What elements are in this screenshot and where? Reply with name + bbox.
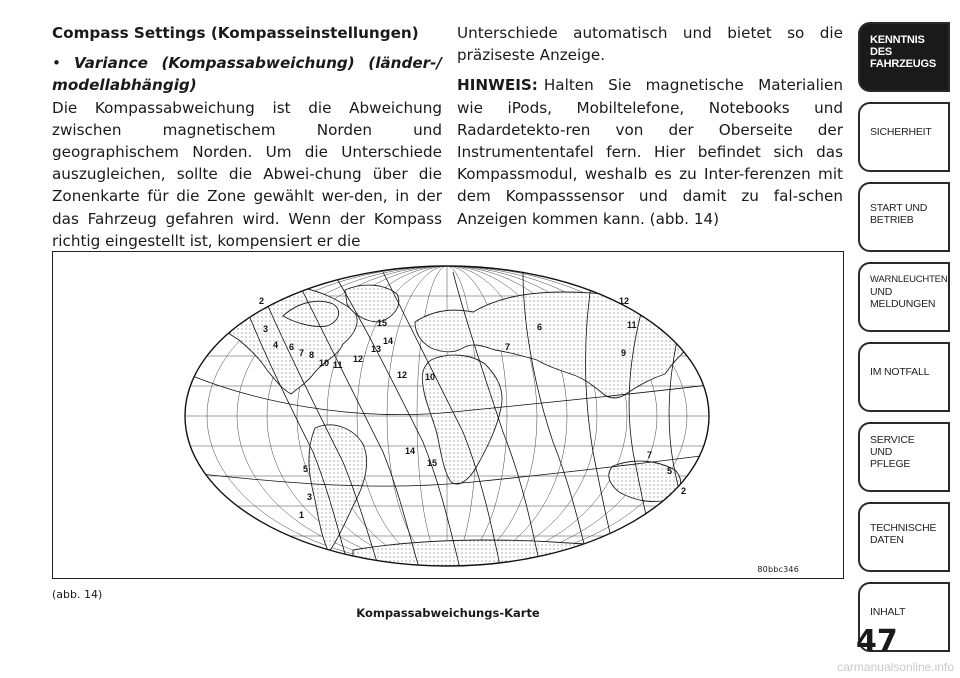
zone-label: 10 — [425, 372, 436, 382]
zone-label: 13 — [371, 344, 382, 354]
tab-service-und-pflege[interactable] — [858, 422, 950, 492]
hinweis-label: HINWEIS: — [457, 76, 538, 95]
tab-label: SICHERHEIT — [870, 126, 932, 138]
zone-label: 9 — [621, 348, 627, 358]
left-text-column — [52, 22, 442, 252]
zone-label: 5 — [667, 466, 673, 476]
zone-label: 14 — [405, 446, 416, 456]
zone-label: 12 — [619, 296, 630, 306]
zone-label: 10 — [319, 358, 330, 368]
world-map-illustration — [53, 252, 845, 580]
zone-label: 7 — [299, 348, 305, 358]
tab-label: IM NOTFALL — [870, 366, 930, 378]
zone-label: 11 — [333, 360, 343, 370]
tab-im-notfall[interactable] — [858, 342, 950, 412]
zone-label: 2 — [259, 296, 265, 306]
watermark: carmanualsonline.info — [837, 660, 954, 674]
hinweis-note — [457, 74, 843, 229]
zone-label: 7 — [505, 342, 511, 352]
tab-label: SERVICE — [870, 434, 915, 446]
tab-sicherheit[interactable] — [858, 102, 950, 172]
zone-label: 4 — [273, 340, 279, 350]
page-number: 47 — [856, 624, 898, 659]
tab-label: MELDUNGEN — [870, 298, 936, 310]
continuation-paragraph: Unterschiede automatisch und bietet so die präziseste Anzeige. — [457, 24, 843, 65]
zone-label: 7 — [647, 450, 653, 460]
tab-technische-daten[interactable] — [858, 502, 950, 572]
tab-label: DATEN — [870, 534, 904, 546]
compass-variance-map-figure — [52, 251, 844, 579]
bullet-title: Variance (Kompassabweichung) (länder-/ modellabhängig) — [52, 54, 442, 95]
tab-label: KENNTNIS — [870, 34, 925, 46]
zone-label: 12 — [397, 370, 408, 380]
tab-label: BETRIEB — [870, 214, 914, 226]
tab-label: UND — [870, 286, 893, 298]
bullet-item: • Variance (Kompassabweichung) (länder-/ modellabhängig) — [52, 54, 442, 95]
zone-label: 15 — [427, 458, 438, 468]
chapter-tabs — [858, 22, 950, 662]
zone-label: 8 — [309, 350, 315, 360]
body-paragraph: Die Kompassabweichung ist die Abweichung zwischen magnetischem Norden und geographischem Norden. Um die Unterschiede auszugleichen, sollte die Abwei-chung über die Zonenkarte für die Zone gewählt wer-den, in der das Fahrzeug gefahren wird. Wenn der Kompass richtig eingestellt ist, kompensiert er die — [52, 98, 442, 250]
right-text-column — [457, 22, 843, 230]
zone-label: 3 — [263, 324, 269, 334]
tab-label: FAHRZEUGS — [870, 58, 937, 70]
zone-label: 11 — [627, 320, 637, 330]
tab-kenntnis-des-fahrzeugs[interactable] — [858, 22, 950, 92]
map-projection — [173, 252, 733, 580]
figure-code: 80bbc346 — [757, 565, 799, 574]
figure-caption: Kompassabweichungs-Karte — [356, 606, 540, 620]
zone-label: 14 — [383, 336, 394, 346]
hinweis-text: Halten Sie magnetische Materialien wie iPods, Mobiltelefone, Notebooks und Radardetekto-ren von der Oberseite der Instrumententafel fern. Hier befindet sich das Kompassmodul, weshalb es zu Inter-ferenzen mit dem Kompasssensor und damit zu fal-schen Anzeigen kommen kann. (abb. 14) — [457, 76, 843, 228]
tab-label: TECHNISCHE — [870, 522, 937, 534]
zone-label: 6 — [537, 322, 543, 332]
tab-label: START UND — [870, 202, 928, 214]
zone-label: 5 — [303, 464, 309, 474]
tab-label: UND — [870, 446, 893, 458]
zone-label: 6 — [289, 342, 295, 352]
tab-label: INHALT — [870, 606, 906, 618]
figure-reference: (abb. 14) — [52, 588, 103, 601]
tab-label: WARNLEUCHTEN — [870, 274, 948, 285]
tab-start-und-betrieb[interactable] — [858, 182, 950, 252]
tab-warnleuchten-und-meldungen[interactable] — [858, 262, 950, 332]
tab-label: PFLEGE — [870, 458, 911, 470]
section-heading: Compass Settings (Kompasseinstellungen) — [52, 24, 419, 42]
tab-label: DES — [870, 46, 893, 58]
zone-label: 12 — [353, 354, 364, 364]
zone-label: 1 — [299, 510, 305, 520]
zone-label: 2 — [681, 486, 687, 496]
zone-label: 3 — [307, 492, 313, 502]
zone-label: 15 — [377, 318, 388, 328]
